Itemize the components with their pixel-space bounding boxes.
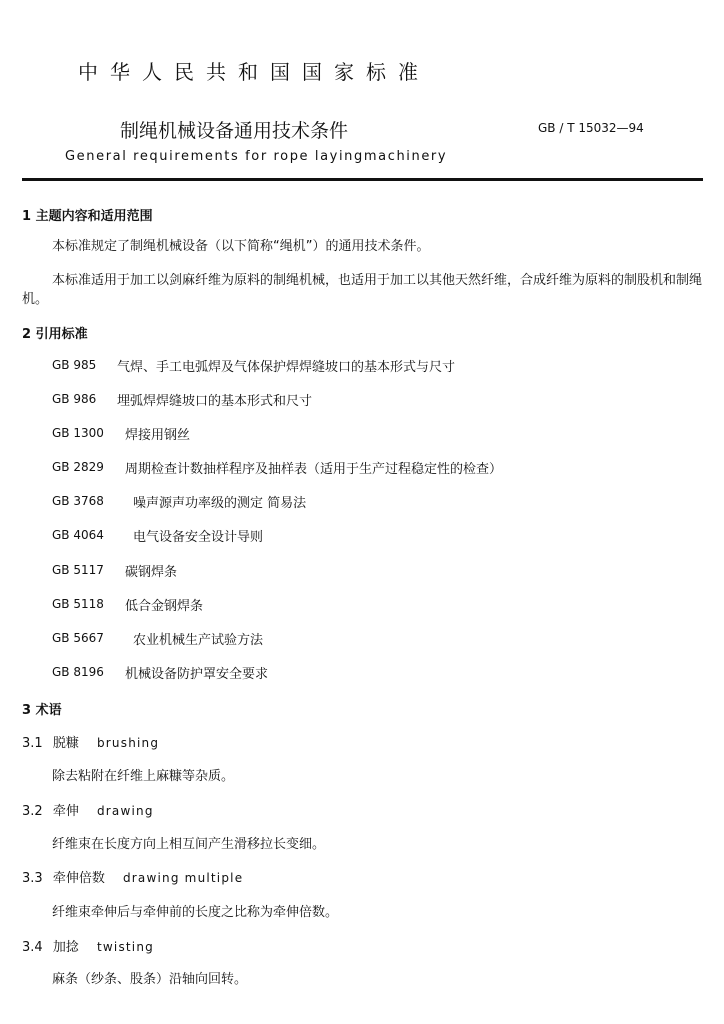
term-number: 3.2 (22, 804, 43, 819)
term-definition: 麻条（纱条、股条）沿轴向回转。 (52, 972, 248, 987)
term-heading (22, 867, 243, 886)
term-definition: 除去粘附在纤维上麻糠等杂质。 (52, 769, 235, 784)
term-english: twisting (96, 940, 154, 954)
term-name: 牵伸倍数 (52, 871, 105, 886)
term-english: drawing (96, 804, 154, 818)
ref-code: GB 986 (52, 392, 97, 406)
ref-code: GB 8196 (52, 665, 104, 679)
ref-title: 碳钢焊条 (125, 565, 178, 580)
ref-title: 埋弧焊焊缝坡口的基本形式和尺寸 (117, 394, 313, 409)
term-heading (22, 936, 154, 955)
term-english: drawing multiple (122, 871, 244, 885)
term-english: brushing (96, 736, 160, 750)
section-1-paragraph-1: 本标准规定了制绳机械设备（以下简称“绳机”）的通用技术条件。 (52, 239, 430, 254)
term-name: 脱糠 (52, 736, 79, 751)
english-title: General requirements for rope layingmachinery (65, 149, 448, 164)
header-divider (22, 178, 703, 181)
section-1-heading: 1 主题内容和适用范围 (22, 209, 153, 224)
ref-title: 周期检查计数抽样程序及抽样表（适用于生产过程稳定性的检查） (125, 462, 503, 477)
ref-code: GB 3768 (52, 494, 104, 508)
section-1-paragraph-2: 本标准适用于加工以剑麻纤维为原料的制绳机械，也适用于加工以其他天然纤维，合成纤维为原料的制股机和制绳机。 (22, 273, 703, 307)
term-heading (22, 800, 154, 819)
ref-title: 气焊、手工电弧焊及气体保护焊焊缝坡口的基本形式与尺寸 (117, 360, 456, 375)
term-name: 牵伸 (52, 804, 79, 819)
ref-code: GB 5667 (52, 631, 104, 645)
ref-code: GB 4064 (52, 528, 104, 542)
term-number: 3.4 (22, 940, 43, 955)
ref-code: GB 985 (52, 358, 97, 372)
ref-code: GB 2829 (52, 460, 104, 474)
term-definition: 纤维束在长度方向上相互间产生滑移拉长变细。 (52, 837, 326, 852)
term-name: 加捻 (52, 940, 79, 955)
term-number: 3.1 (22, 736, 43, 751)
term-heading (22, 732, 159, 751)
section-2-heading: 2 引用标准 (22, 327, 88, 342)
document-title: 制绳机械设备通用技术条件 (120, 120, 349, 142)
term-number: 3.3 (22, 871, 43, 886)
national-standard-label: 中华人民共和国国家标准 (78, 60, 430, 84)
ref-title: 电气设备安全设计导则 (133, 530, 264, 545)
ref-title: 农业机械生产试验方法 (133, 633, 264, 648)
ref-code: GB 1300 (52, 426, 104, 440)
ref-title: 机械设备防护罩安全要求 (125, 667, 269, 682)
ref-code: GB 5117 (52, 563, 104, 577)
standard-number: GB / T 15032—94 (538, 121, 644, 135)
ref-title: 低合金钢焊条 (125, 599, 204, 614)
ref-title: 焊接用钢丝 (125, 428, 191, 443)
ref-title: 噪声源声功率级的测定 简易法 (133, 496, 307, 511)
term-definition: 纤维束牵伸后与牵伸前的长度之比称为牵伸倍数。 (52, 905, 339, 920)
ref-code: GB 5118 (52, 597, 104, 611)
section-3-heading: 3 术语 (22, 703, 62, 718)
